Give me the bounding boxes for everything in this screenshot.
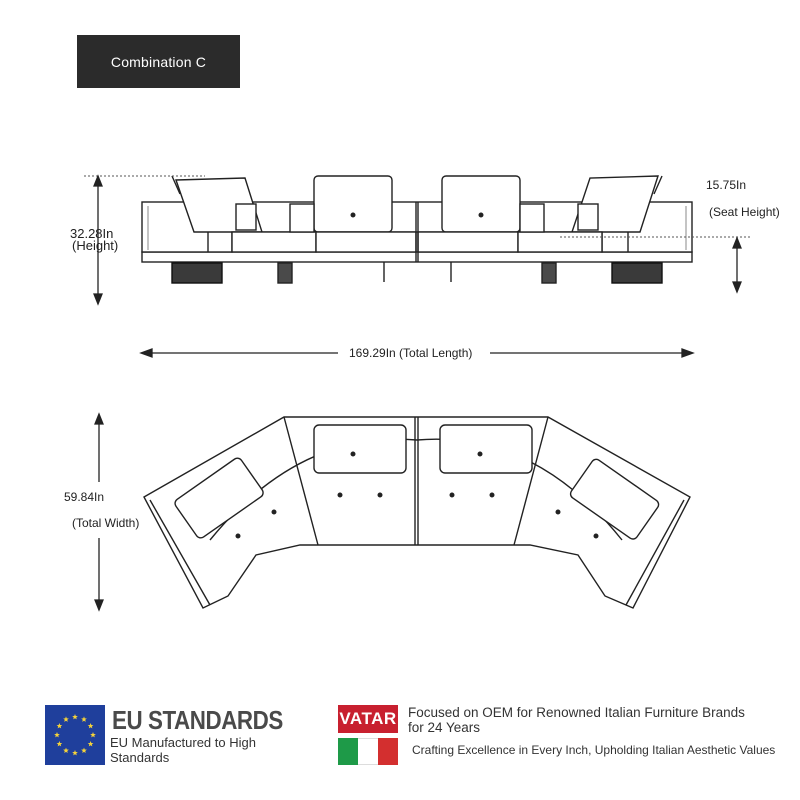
height-value: 32.28In [70,226,114,241]
total-width-value: 59.84In [64,490,105,504]
combination-label: Combination C [77,35,240,88]
eu-star-icon [88,723,94,728]
eu-star-icon [57,723,63,728]
seat-height-value: 15.75In [706,178,747,192]
eu-standards-subtitle: EU Manufactured to High Standards [110,735,256,765]
eu-star-icon [81,716,87,721]
total-width-arrow [95,414,103,610]
eu-star-icon [88,741,94,746]
vatar-logo: VATAR [338,705,398,733]
eu-star-icon [72,714,78,719]
vatar-tagline-primary: Focused on OEM for Renowned Italian Furniture Brands for 24 Years [408,705,745,735]
italy-flag-icon [338,738,398,765]
height-label: (Height) [72,238,119,253]
seat-height-arrow [733,238,741,292]
eu-star-icon [90,732,96,737]
seat-height-label: (Seat Height) [709,205,780,219]
front-view-sofa [142,176,692,283]
eu-star-icon [63,716,69,721]
vatar-tagline-secondary: Crafting Excellence in Every Inch, Upholding Italian Aesthetic Values [412,743,776,757]
total-width-label: (Total Width) [72,516,140,530]
eu-star-icon [57,741,63,746]
eu-star-icon [54,732,60,737]
footer-brand-strip [0,700,800,770]
eu-flag-icon [45,705,105,765]
top-view-sofa [144,417,690,608]
eu-star-icon [72,750,78,755]
total-length-label: 169.29In (Total Length) [349,346,473,360]
eu-star-icon [81,748,87,753]
eu-standards-title: EU STANDARDS [112,705,283,735]
eu-star-icon [63,748,69,753]
